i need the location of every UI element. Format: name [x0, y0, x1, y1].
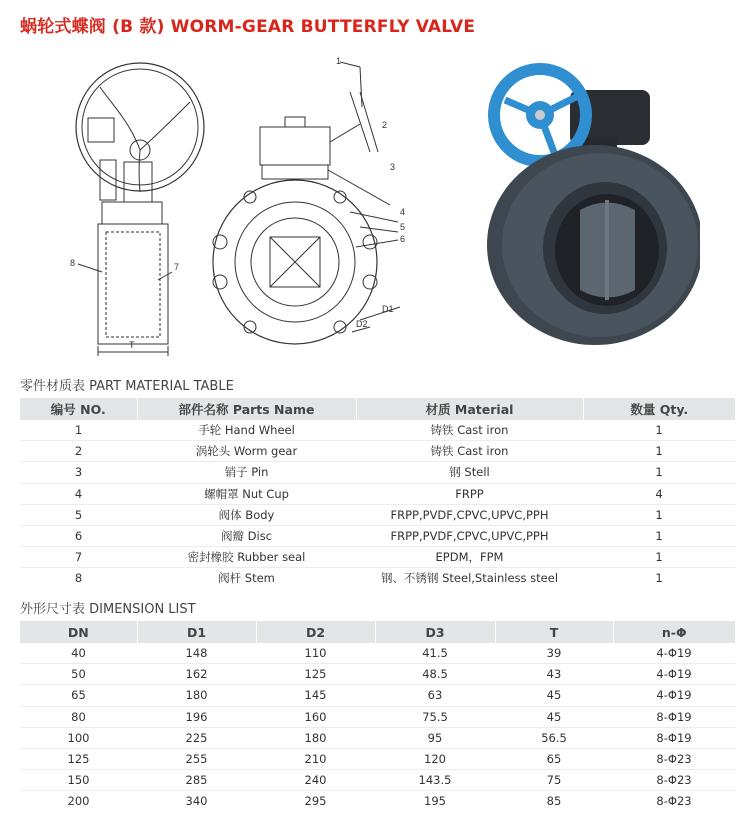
callout-6: 6	[400, 234, 406, 244]
cell: 铸铁 Cast iron	[356, 441, 583, 462]
callout-2: 2	[382, 120, 388, 130]
cell: 41.5	[375, 643, 495, 664]
cell: 120	[375, 748, 495, 769]
cell: 48.5	[375, 664, 495, 685]
cell: 钢、不锈钢 Steel,Stainless steel	[380, 571, 559, 586]
parts-section-label: 零件材质表 PART MATERIAL TABLE	[20, 379, 234, 394]
cell: 160	[256, 706, 375, 727]
cell: 销子 Pin	[137, 462, 356, 483]
cell: 145	[256, 685, 375, 706]
dimension-table-header	[20, 621, 735, 643]
cell: 45	[495, 685, 613, 706]
col-no: 编号 NO.	[20, 398, 137, 420]
cell: 125	[20, 748, 137, 769]
cell: 255	[137, 748, 256, 769]
table-row	[20, 525, 735, 546]
cell: 8-Φ23	[613, 748, 735, 769]
table-row	[20, 770, 735, 791]
cell: 150	[20, 770, 137, 791]
cell: 1	[655, 571, 663, 586]
callout-5: 5	[400, 222, 406, 232]
cell: 295	[304, 794, 327, 809]
cell: EPDM，FPM	[356, 547, 583, 568]
cell: 143.5	[375, 770, 495, 791]
cell: 3	[20, 462, 137, 483]
cell: 240	[256, 770, 375, 791]
callout-3: 3	[390, 162, 396, 172]
cell: 148	[137, 643, 256, 664]
cell: 75	[495, 770, 613, 791]
cell: 50	[20, 664, 137, 685]
front-view	[213, 62, 400, 344]
technical-drawing	[60, 52, 420, 362]
cell: 阀瓣 Disc	[137, 525, 356, 546]
cell: 285	[137, 770, 256, 791]
table-row	[20, 664, 735, 685]
table-row	[20, 504, 735, 525]
table-row	[20, 441, 735, 462]
dimension-section-label: 外形尺寸表 DIMENSION LIST	[20, 602, 196, 617]
cell: 39	[495, 643, 613, 664]
cell: 2	[20, 441, 137, 462]
cell: 4-Φ19	[613, 643, 735, 664]
cell: 手轮 Hand Wheel	[137, 420, 356, 441]
callout-1: 1	[336, 56, 342, 66]
cell: 65	[495, 748, 613, 769]
cell: 1	[583, 420, 735, 441]
page-title: 蜗轮式蝶阀 (B 款) WORM-GEAR BUTTERFLY VALVE	[20, 17, 476, 37]
cell: 196	[137, 706, 256, 727]
cell: FRPP,PVDF,CPVC,UPVC,PPH	[356, 525, 583, 546]
cell: 100	[20, 727, 137, 748]
col-qty: 数量 Qty.	[583, 398, 735, 420]
cell: 75.5	[375, 706, 495, 727]
table-row	[20, 462, 735, 483]
table-row	[20, 727, 735, 748]
cell: 4-Φ19	[613, 685, 735, 706]
callout-7: 7	[174, 262, 180, 272]
cell: 铸铁 Cast iron	[356, 420, 583, 441]
cell: 阀体 Body	[137, 504, 356, 525]
table-row	[20, 685, 735, 706]
table-row	[20, 643, 735, 664]
cell: 7	[20, 547, 137, 568]
cell: 4	[583, 483, 735, 504]
table-row	[20, 791, 735, 812]
table-row	[20, 706, 735, 727]
cell: 4	[20, 483, 137, 504]
cell: 1	[20, 420, 137, 441]
cell: 162	[137, 664, 256, 685]
parts-table-header	[20, 398, 735, 420]
table-row	[20, 483, 735, 504]
col-material: 材质 Material	[356, 398, 583, 420]
cell: 43	[495, 664, 613, 685]
col-n-phi: n-Φ	[613, 621, 735, 643]
callout-4: 4	[400, 207, 406, 217]
callout-8: 8	[70, 258, 76, 268]
cell: 5	[20, 504, 137, 525]
col-d3: D3	[375, 621, 495, 643]
cell: 4-Φ19	[613, 664, 735, 685]
cell: 40	[20, 643, 137, 664]
table-row	[20, 748, 735, 769]
cell: 1	[583, 504, 735, 525]
cell: 45	[495, 706, 613, 727]
table-row	[20, 420, 735, 441]
cell: 125	[256, 664, 375, 685]
cell: 85	[546, 794, 562, 809]
cell: 195	[424, 794, 446, 809]
cell: 180	[137, 685, 256, 706]
table-row	[20, 568, 735, 589]
cell: 8	[74, 571, 83, 586]
cell: 1	[583, 441, 735, 462]
cell: 95	[375, 727, 495, 748]
cell: 螺帽罩 Nut Cup	[137, 483, 356, 504]
cell: FRPP,PVDF,CPVC,UPVC,PPH	[356, 504, 583, 525]
parts-table	[20, 398, 735, 589]
cell: 8-Φ19	[613, 706, 735, 727]
cell: 56.5	[495, 727, 613, 748]
cell: 涡轮头 Worm gear	[137, 441, 356, 462]
col-d1: D1	[137, 621, 256, 643]
dimension-table	[20, 621, 735, 812]
cell: 110	[256, 643, 375, 664]
cell: 65	[20, 685, 137, 706]
cell: 6	[20, 525, 137, 546]
dim-label-d1: D1	[382, 304, 394, 314]
cell: 340	[185, 794, 208, 809]
cell: 210	[256, 748, 375, 769]
col-d2: D2	[256, 621, 375, 643]
table-row	[20, 547, 735, 568]
cell: 8-Φ23	[656, 794, 692, 809]
dim-label-d2: D2	[356, 319, 368, 329]
cell: 180	[256, 727, 375, 748]
product-photo	[485, 60, 700, 345]
cell: 1	[583, 525, 735, 546]
cell: 8-Φ23	[613, 770, 735, 791]
col-parts-name: 部件名称 Parts Name	[137, 398, 356, 420]
cell: 阀杆 Stem	[218, 571, 275, 586]
col-t: T	[495, 621, 613, 643]
cell: 1	[583, 462, 735, 483]
dim-label-t: T	[129, 340, 135, 350]
cell: 63	[375, 685, 495, 706]
cell: 钢 Stell	[356, 462, 583, 483]
cell: 1	[583, 547, 735, 568]
side-view	[76, 63, 204, 356]
cell: 8-Φ19	[613, 727, 735, 748]
cell: 225	[137, 727, 256, 748]
cell: 200	[67, 794, 90, 809]
col-dn: DN	[20, 621, 137, 643]
cell: FRPP	[356, 483, 583, 504]
cell: 密封橡胶 Rubber seal	[137, 547, 356, 568]
cell: 80	[20, 706, 137, 727]
